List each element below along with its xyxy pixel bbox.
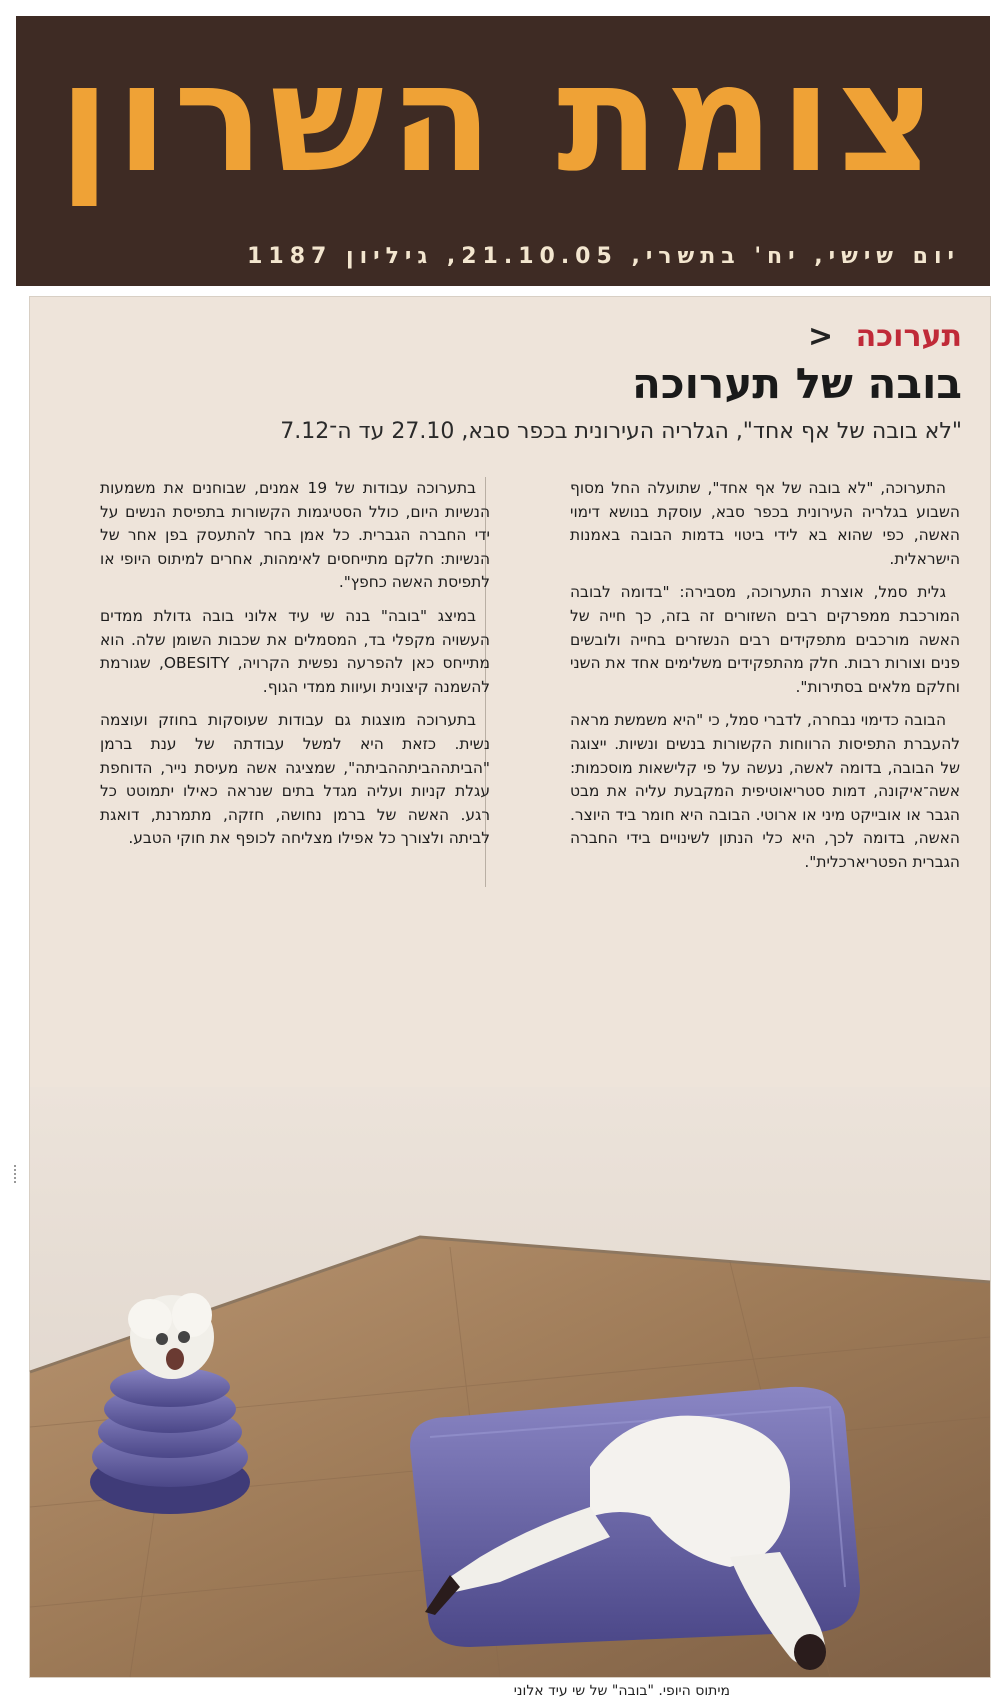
paragraph: הבובה כדימוי נבחרה, לדברי סמל, כי "היא משמשת מראה להעברת התפיסות הרווחות הקשורות בנשים ונשיות. ייצוגה של הבובה, בדומה לאשה, נעשה על פי קלישאות מוסכמות: אשה־איקונה, דמות סטריאוטיפית המקבעת עליה את מבט הגבר או אובייקט מיני או ארוטי. הבובה היא חומר ביד היוצר. האשה, בדומה לכך, היא כלי הנתון לשינויים בידי החברה הגברית הפטריארכלית". [570, 711, 960, 871]
paragraph: גלית סמל, אוצרת התערוכה, מסבירה: "בדומה לבובה המורכבת ממפרקים רבים השזורים זה בזה, כך חייה של האשה מורכבים מתפקידים רבים הנשזרים בחייה ולובשים פנים וצורות רבות. חלק מהתפקידים משלימים אחד את השני וחלקם מלאים בסתירות". [570, 583, 960, 696]
paragraph: בתערוכה מוצגות גם עבודות שעוסקות בחוזק ועוצמה נשית. כזאת היא למשל עבודתה של ענת ברמן "הביתההביתההביתה", שמציגה אשה מעיסת נייר, הדוחפת עגלת קניות ועליה מגדל בתים שנראה כאילו יתמוטט כל רגע. האשה של ברמן נחושה, חזקה, מתמרנת, דואגת לביתה ולצורך כל אפילו מצליחה לכופף את חוקי הטבע. [100, 711, 490, 848]
chevron-left-icon: < [807, 319, 834, 354]
newspaper-title: צומת השרון [58, 32, 942, 206]
headline: בובה של תערוכה [631, 359, 962, 408]
exhibition-photo [30, 1087, 990, 1677]
article-column-right [570, 477, 960, 885]
paragraph: התערוכה, "לא בובה של אף אחד", שתועלה החל מסוף השבוע בגלריה העירונית בכפר סבא, עוסקת בנושא דימוי האשה, כפי שהוא בא לידי ביטוי בדמות הבובה באמנות הישראלית. [570, 479, 960, 568]
article-column-left [100, 477, 490, 861]
section-name: תערוכה [855, 319, 962, 354]
masthead [16, 16, 990, 286]
subheadline: "לא בובה של אף אחד", הגלריה העירונית בכפר סבא, 27.10 עד ה־7.12 [280, 419, 962, 444]
page-edge-mark [14, 1165, 22, 1183]
article-clipping [30, 297, 990, 1699]
photo-caption: מיתוס היופי. "בובה" של שי עיד אלוני [513, 1683, 730, 1699]
issue-dateline: יום שישי, יח' בתשרי, 21.10.05, גיליון 1187 [247, 244, 960, 269]
section-label [808, 319, 962, 354]
paragraph: במיצג "בובה" בנה שי עיד אלוני בובה גדולת ממדים העשויה מקפלי בד, המסמלים את שכבות השומן שלה. הוא מתייחס כאן להפרעה נפשית הקרויה, OBESITY, שגורמת להשמנה קיצונית ועיוות ממדי הגוף. [100, 606, 490, 696]
paragraph: בתערוכה עבודות של 19 אמנים, שבוחנים את משמעות הנשיות היום, כולל הסטיגמות הקשורות בתפיסת הנשים על ידי החברה הגברית. כל אמן בחר להתעסק בפן אחר של הנשיות: חלקם מתייחסים לאימהות, אחרים למיתוס היופי או לתפיסת האשה כחפץ". [100, 479, 490, 592]
